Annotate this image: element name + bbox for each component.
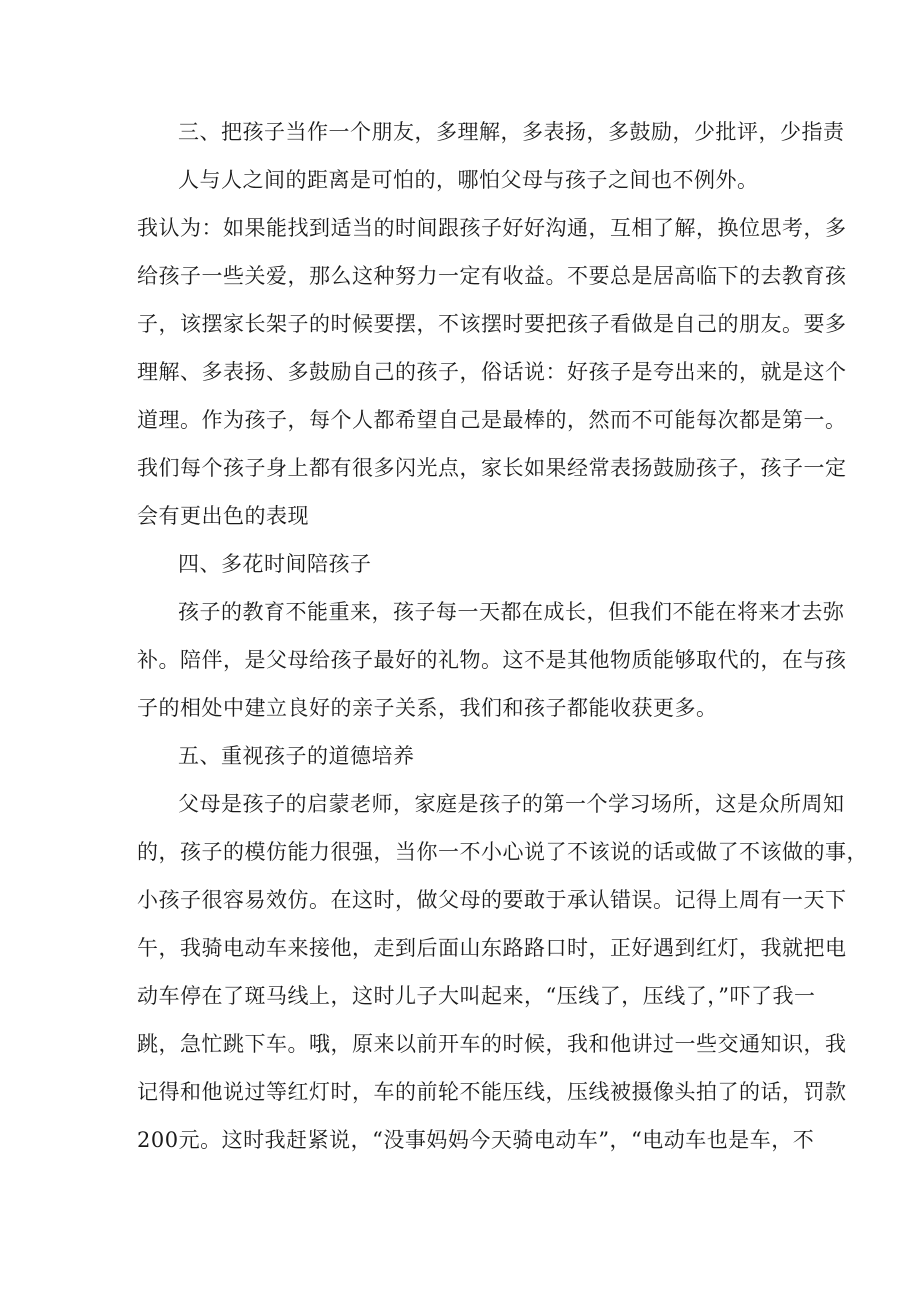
paragraph-line: 200元。这时我赶紧说，“没事妈妈今天骑电动车”，“电动车也是车，不 — [137, 1128, 815, 1152]
paragraph-line: 人与人之间的距离是可怕的，哪怕父母与孩子之间也不例外。 — [178, 168, 759, 192]
paragraph-line: 动车停在了斑马线上，这时儿子大叫起来，“压线了，压线了，”吓了我一 — [137, 984, 816, 1008]
paragraph-line: 记得和他说过等红灯时，车的前轮不能压线，压线被摄像头拍了的话，罚款 — [137, 1080, 847, 1104]
paragraph-line: 子的相处中建立良好的亲子关系，我们和孩子都能收获更多。 — [137, 696, 718, 720]
paragraph-line: 午，我骑电动车来接他，走到后面山东路路口时，正好遇到红灯，我就把电 — [137, 936, 847, 960]
paragraph-line: 理解、多表扬、多鼓励自己的孩子，俗话说：好孩子是夸出来的，就是这个 — [137, 360, 847, 384]
paragraph-line: 会有更出色的表现 — [137, 504, 309, 528]
section-heading-3: 三、把孩子当作一个朋友，多理解，多表扬，多鼓励，少批评，少指责 — [178, 120, 845, 144]
paragraph-line: 给孩子一些关爱，那么这种努力一定有收益。不要总是居高临下的去教育孩 — [137, 264, 847, 288]
paragraph-line: 的，孩子的模仿能力很强，当你一不小心说了不该说的话或做了不该做的事， — [137, 840, 868, 864]
paragraph-line: 小孩子很容易效仿。在这时，做父母的要敢于承认错误。记得上周有一天下 — [137, 888, 847, 912]
paragraph-line: 我们每个孩子身上都有很多闪光点，家长如果经常表扬鼓励孩子，孩子一定 — [137, 456, 847, 480]
section-heading-4: 四、多花时间陪孩子 — [178, 552, 372, 576]
paragraph-line: 子，该摆家长架子的时候要摆，不该摆时要把孩子看做是自己的朋友。要多 — [137, 312, 847, 336]
paragraph-line: 补。陪伴，是父母给孩子最好的礼物。这不是其他物质能够取代的，在与孩 — [137, 648, 847, 672]
paragraph-line: 道理。作为孩子，每个人都希望自己是最棒的，然而不可能每次都是第一。 — [137, 408, 847, 432]
paragraph-line: 我认为：如果能找到适当的时间跟孩子好好沟通，互相了解，换位思考，多 — [137, 216, 847, 240]
section-heading-5: 五、重视孩子的道德培养 — [178, 744, 415, 768]
paragraph-line: 父母是孩子的启蒙老师，家庭是孩子的第一个学习场所，这是众所周知 — [178, 792, 845, 816]
paragraph-line: 跳，急忙跳下车。哦，原来以前开车的时候，我和他讲过一些交通知识，我 — [137, 1032, 847, 1056]
paragraph-line: 孩子的教育不能重来，孩子每一天都在成长，但我们不能在将来才去弥 — [178, 600, 845, 624]
